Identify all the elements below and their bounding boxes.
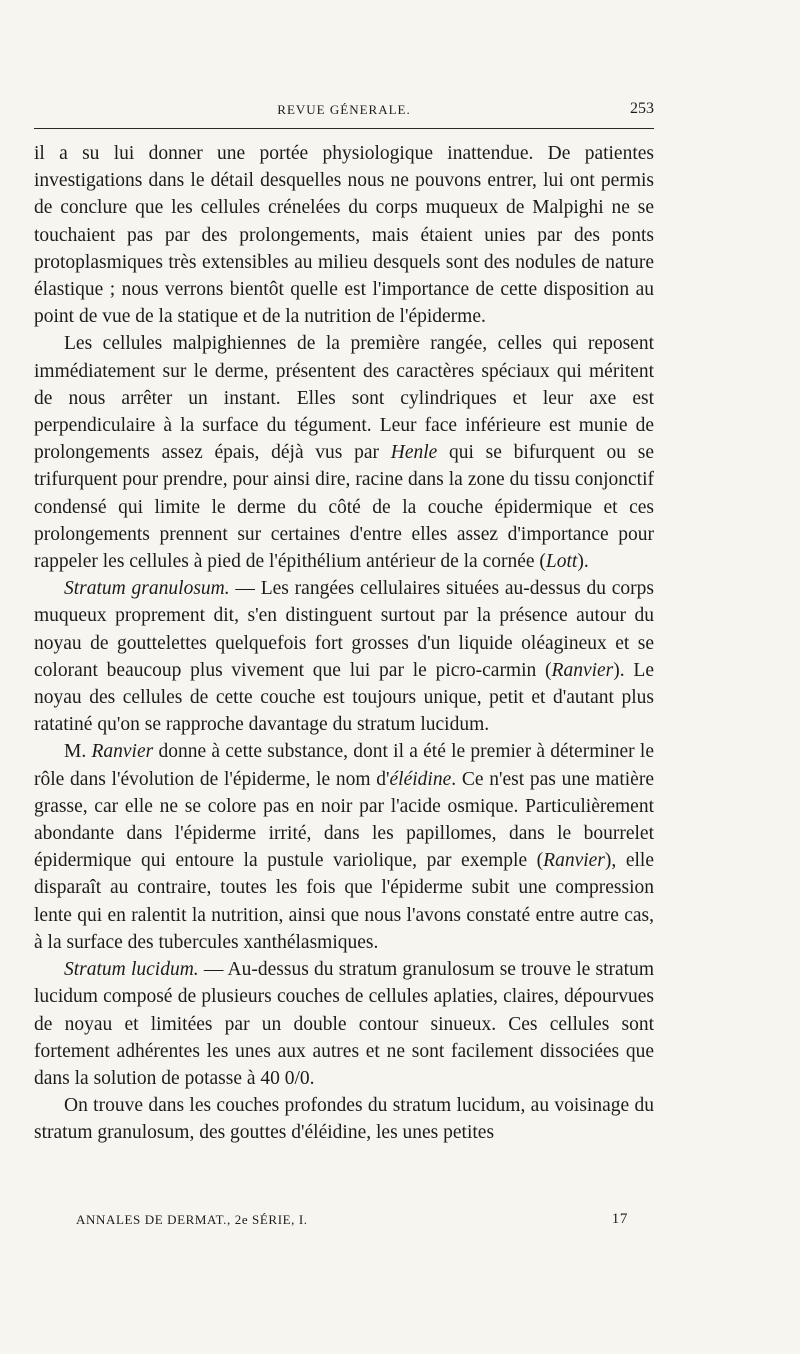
paragraph-final (34, 1092, 654, 1146)
paragraph-text: donne à cette substance, dont il a été le premier à déterminer le rôle dans l'évolution de l'épiderme, le nom d' (34, 741, 654, 790)
paragraph-text: . Ce n'est pas une matière grasse, car elle ne se colore pas en noir par l'acide osmique. Particulièrement abondante dans l'épiderme irrité, dans les papillomes, dans le bourrelet épidermique qui entoure la pustule variolique, par exemple ( (34, 768, 654, 872)
paragraph-text: On trouve dans les couches profondes du stratum lucidum, au voisinage du stratum granulosum, des gouttes d'éléidine, les unes petites (34, 1095, 654, 1144)
section-title: Stratum lucidum. (64, 959, 199, 981)
paragraph-text: M. (64, 741, 92, 763)
paragraph-text: ). (577, 551, 589, 573)
paragraph-text: Les cellules malpighiennes de la première rangée, celles qui reposent immédiatement sur le derme, présentent des caractères spéciaux qui méritent de nous arrêter un instant. Elles sont cylindriques et leur axe est perpendiculaire à la surface du tégument. Leur face inférieure est munie de prolongements assez épais, déjà vus par (34, 333, 654, 464)
author-name: Ranvier (91, 741, 154, 763)
page-header (34, 102, 654, 124)
paragraph-text: ), elle disparaît au contraire, toutes les fois que l'épiderme subit une compression lente qui en ralentit la nutrition, ainsi que nous l'avons constaté entre autre cas, à la surface des tubercules xanthélasmiques. (34, 850, 654, 953)
body-text (34, 140, 654, 1147)
running-head: REVUE GÉNERALE. (277, 102, 411, 117)
section-title: Stratum granulosum. (64, 578, 230, 600)
paragraph-eleidine (34, 738, 654, 956)
paragraph-stratum-lucidum (34, 956, 654, 1092)
paragraph-text: ). Le noyau des cellules de cette couche est toujours unique, petit et d'autant plus ratatiné qu'on se rapproche davantage du stratum lucidum. (34, 659, 654, 736)
paragraph-text: qui se bifurquent ou se trifurquent pour prendre, pour ainsi dire, racine dans la zone du tissu conjonctif condensé qui limite le derme du côté de la couche épidermique et ces prolongements prennent sur certaines d'entre elles assez d'importance pour rappeler les cellules à pied de l'épithélium antérieur de la cornée ( (34, 442, 654, 573)
paragraph-text: — Les rangées cellulaires situées au-dessus du corps muqueux proprement dit, s'en distinguent surtout par la présence autour du noyau de gouttelettes quelquefois fort grosses d'un liquide oléagineux et se colorant beaucoup plus vivement que lui par le picro-carmin ( (34, 578, 654, 681)
paragraph-continuation (34, 140, 654, 330)
author-name: Henle (390, 442, 438, 464)
header-rule (34, 128, 654, 129)
term-eleidine: éléidine (389, 768, 452, 790)
author-name: Lott (545, 551, 578, 573)
footer-journal: ANNALES DE DERMAT., 2e SÉRIE, I. (76, 1212, 308, 1227)
paragraph-malpighian-cells (34, 330, 654, 575)
signature-mark: 17 (611, 1211, 628, 1227)
paragraph-text: — Au-dessus du stratum granulosum se trouve le stratum lucidum composé de plusieurs couches de cellules aplaties, claires, dépourvues de noyau et limitées par un double contour sinueux. Ces cellules sont fortement adhérentes les unes aux autres et ne sont facilement dissociées que dans la solution de potasse à 40 0/0. (34, 959, 654, 1089)
author-name: Ranvier (551, 659, 614, 681)
page-number: 253 (630, 100, 654, 117)
author-name: Ranvier (543, 850, 605, 872)
paragraph-stratum-granulosum (34, 575, 654, 738)
paragraph-text: il a su lui donner une portée physiologique inattendue. De patientes investigations dans le détail desquelles nous ne pouvons entrer, lui ont permis de conclure que les cellules crénelées du corps muqueux de Malpighi ne se touchaient pas par des prolongements, mais étaient unies par des ponts protoplasmiques très extensibles au milieu desquels sont des nodules de nature élastique ; nous verrons bientôt quelle est l'importance de cette disposition au point de vue de la statique et de la nutrition de l'épiderme. (34, 143, 654, 328)
